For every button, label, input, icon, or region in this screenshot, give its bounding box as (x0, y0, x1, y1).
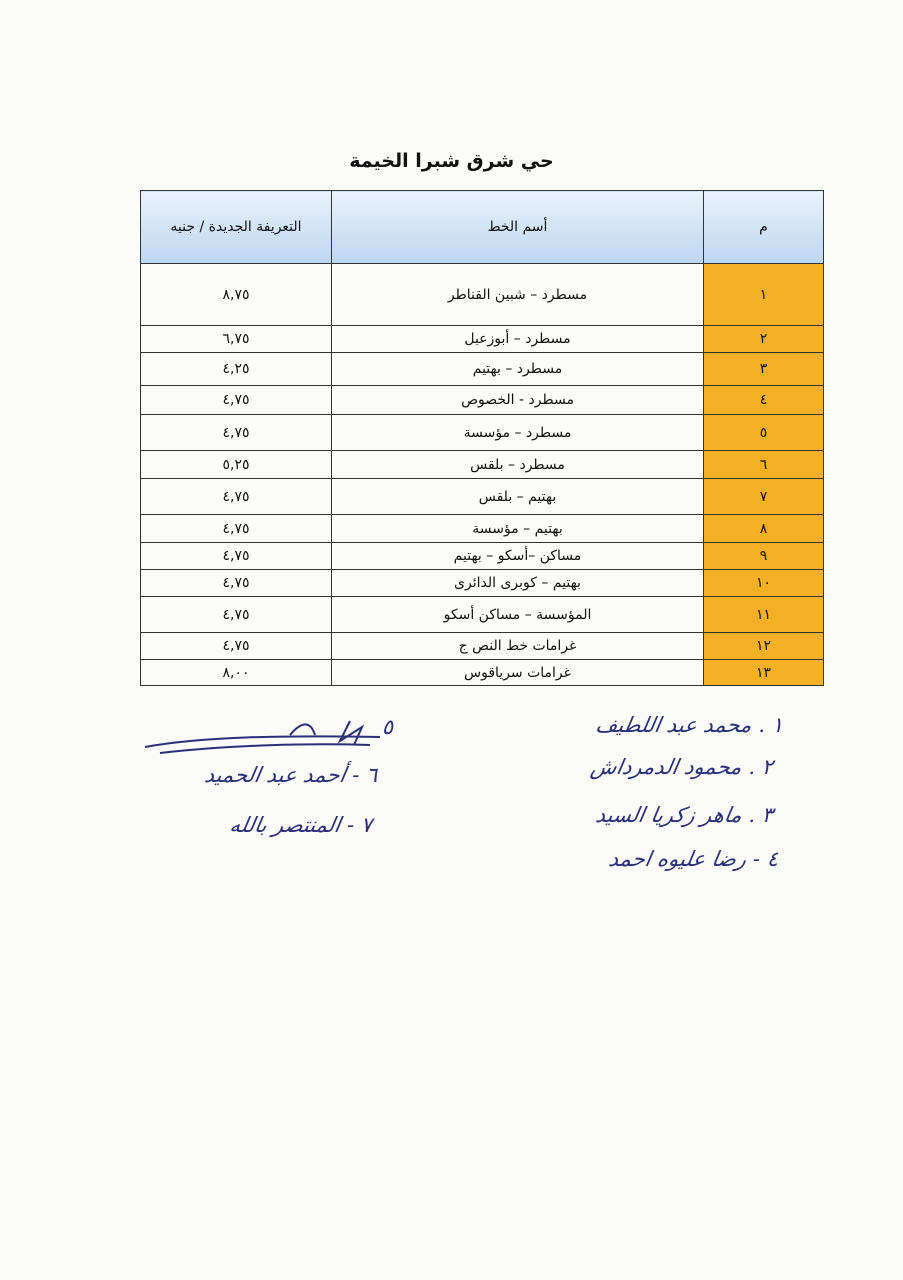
row-fare: ٤,٧٥ (141, 415, 332, 451)
table-row (141, 264, 824, 326)
row-number: ١٠ (704, 570, 824, 597)
signature-3-number: ٣ (761, 803, 773, 827)
table-row (141, 570, 824, 597)
signature-3: ٣ . ماهر زكريا السيد (593, 803, 773, 827)
table-row (141, 326, 824, 353)
signature-5 (375, 715, 393, 739)
header-number: م (704, 191, 824, 264)
signature-1: ١ . محمد عبد اللطيف (593, 713, 783, 737)
row-fare: ٨,٠٠ (141, 660, 332, 686)
signature-5-number: ٥ (381, 715, 393, 739)
row-line-name: المؤسسة – مساكن أسكو (332, 597, 704, 633)
table-row (141, 660, 824, 686)
row-number: ١٢ (704, 633, 824, 660)
signature-1-number: ١ (771, 713, 783, 737)
row-number: ١٣ (704, 660, 824, 686)
table-row (141, 515, 824, 543)
row-line-name: مسطرد – شبين القناطر (332, 264, 704, 326)
signature-6-number: ٦ (365, 763, 378, 787)
row-number: ٩ (704, 543, 824, 570)
row-number: ٨ (704, 515, 824, 543)
table-header-row (141, 191, 824, 264)
table-row (141, 479, 824, 515)
table-row (141, 386, 824, 415)
signature-7-number: ٧ (360, 813, 373, 837)
row-line-name: مسطرد - الخصوص (332, 386, 704, 415)
signature-6-name: أحمد عبد الحميد (202, 763, 348, 787)
row-fare: ٤,٧٥ (141, 570, 332, 597)
row-number: ٦ (704, 451, 824, 479)
row-line-name: مسطرد – بلقس (332, 451, 704, 479)
table-row (141, 451, 824, 479)
signature-7-name: المنتصر بالله (227, 813, 343, 837)
row-number: ٧ (704, 479, 824, 515)
row-fare: ٤,٧٥ (141, 515, 332, 543)
row-line-name: غرامات خط النص ج (332, 633, 704, 660)
row-line-name: بهتيم – مؤسسة (332, 515, 704, 543)
row-line-name: مسطرد – أبوزعبل (332, 326, 704, 353)
row-line-name: مساكن –أسكو – بهتيم (332, 543, 704, 570)
fares-table (140, 190, 824, 686)
header-line-name: أسم الخط (332, 191, 704, 264)
signatures-block (0, 705, 903, 905)
row-number: ٤ (704, 386, 824, 415)
table-row (141, 543, 824, 570)
table-row (141, 415, 824, 451)
signature-2-name: محمود الدمرداش (588, 755, 744, 779)
table-row (141, 633, 824, 660)
row-number: ٥ (704, 415, 824, 451)
signature-4: ٤ - رضا عليوه احمد (606, 847, 778, 871)
row-line-name: مسطرد – مؤسسة (332, 415, 704, 451)
row-number: ١ (704, 264, 824, 326)
row-line-name: بهتيم – بلقس (332, 479, 704, 515)
header-fare: التعريفة الجديدة / جنيه (141, 191, 332, 264)
signature-4-name: رضا عليوه احمد (606, 847, 749, 871)
signature-1-name: محمد عبد اللطيف (593, 713, 754, 737)
row-fare: ٥,٢٥ (141, 451, 332, 479)
signature-6: ٦ - أحمد عبد الحميد (202, 763, 378, 787)
row-number: ٣ (704, 353, 824, 386)
row-number: ٢ (704, 326, 824, 353)
row-fare: ٦,٧٥ (141, 326, 332, 353)
row-fare: ٤,٧٥ (141, 386, 332, 415)
row-line-name: بهتيم – كوبرى الدائرى (332, 570, 704, 597)
signature-2: ٢ . محمود الدمرداش (588, 755, 773, 779)
signature-2-number: ٢ (761, 755, 773, 779)
row-fare: ٨,٧٥ (141, 264, 332, 326)
signature-3-name: ماهر زكريا السيد (593, 803, 744, 827)
table-row (141, 597, 824, 633)
row-fare: ٤,٧٥ (141, 633, 332, 660)
page-title: حي شرق شبرا الخيمة (349, 150, 554, 172)
signature-7: ٧ - المنتصر بالله (227, 813, 373, 837)
row-fare: ٤,٧٥ (141, 597, 332, 633)
table-row (141, 353, 824, 386)
row-number: ١١ (704, 597, 824, 633)
row-fare: ٤,٧٥ (141, 479, 332, 515)
signature-4-number: ٤ (766, 847, 778, 871)
row-fare: ٤,٧٥ (141, 543, 332, 570)
row-line-name: غرامات سرياقوس (332, 660, 704, 686)
row-line-name: مسطرد – بهتيم (332, 353, 704, 386)
row-fare: ٤,٢٥ (141, 353, 332, 386)
